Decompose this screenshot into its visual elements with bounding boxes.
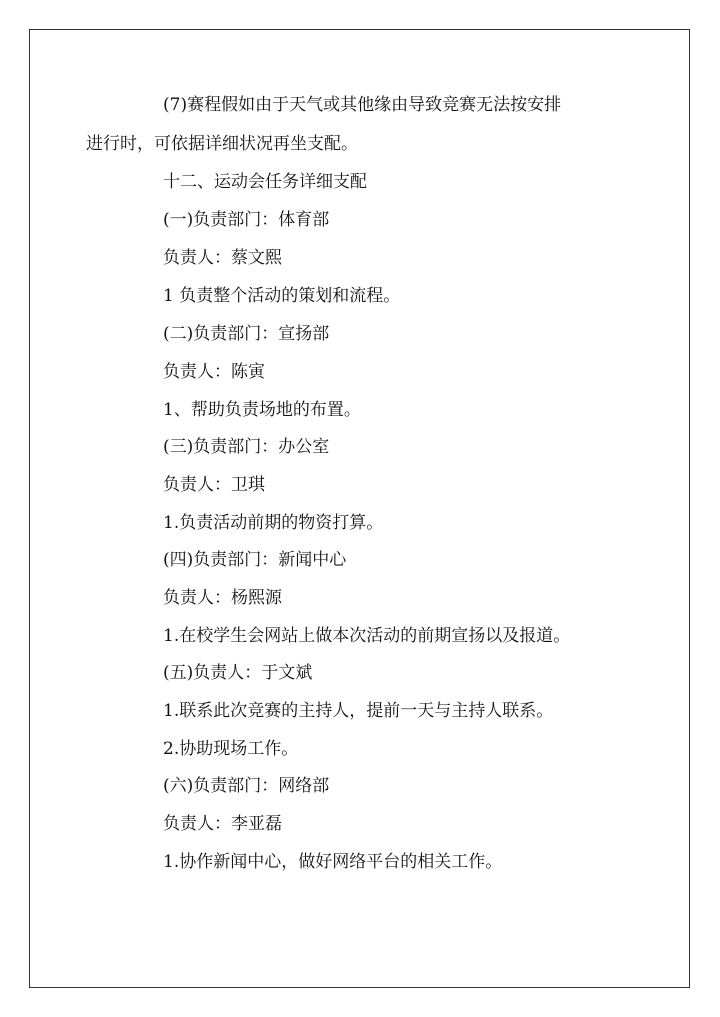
responsible-person: 负责人：卫琪 bbox=[163, 475, 265, 495]
paragraph-line: (7)赛程假如由于天气或其他缘由导致竞赛无法按安排 bbox=[163, 95, 562, 115]
responsible-person: 负责人：李亚磊 bbox=[163, 814, 282, 834]
department-heading: (三)负责部门：办公室 bbox=[163, 437, 330, 457]
task-item: 1.负责活动前期的物资打算。 bbox=[163, 513, 384, 533]
responsible-person: 负责人：杨熙源 bbox=[163, 588, 282, 608]
department-heading: (五)负责人：于文斌 bbox=[163, 663, 313, 683]
task-item: 1 负责整个活动的策划和流程。 bbox=[163, 286, 401, 306]
task-item: 1.联系此次竞赛的主持人，提前一天与主持人联系。 bbox=[163, 701, 554, 721]
task-item: 1.协作新闻中心，做好网络平台的相关工作。 bbox=[163, 852, 503, 872]
department-heading: (一)负责部门：体育部 bbox=[163, 210, 330, 230]
department-heading: (二)负责部门：宣扬部 bbox=[163, 324, 330, 344]
task-item: 2.协助现场工作。 bbox=[163, 739, 299, 759]
paragraph-line: 进行时，可依据详细状况再坐支配。 bbox=[86, 134, 358, 154]
section-heading: 十二、运动会任务详细支配 bbox=[163, 172, 367, 192]
responsible-person: 负责人：陈寅 bbox=[163, 362, 265, 382]
department-heading: (四)负责部门：新闻中心 bbox=[163, 550, 347, 570]
task-item: 1、帮助负责场地的布置。 bbox=[163, 400, 361, 420]
department-heading: (六)负责部门：网络部 bbox=[163, 776, 330, 796]
task-item: 1.在校学生会网站上做本次活动的前期宣扬以及报道。 bbox=[163, 626, 571, 646]
responsible-person: 负责人：蔡文熙 bbox=[163, 248, 282, 268]
